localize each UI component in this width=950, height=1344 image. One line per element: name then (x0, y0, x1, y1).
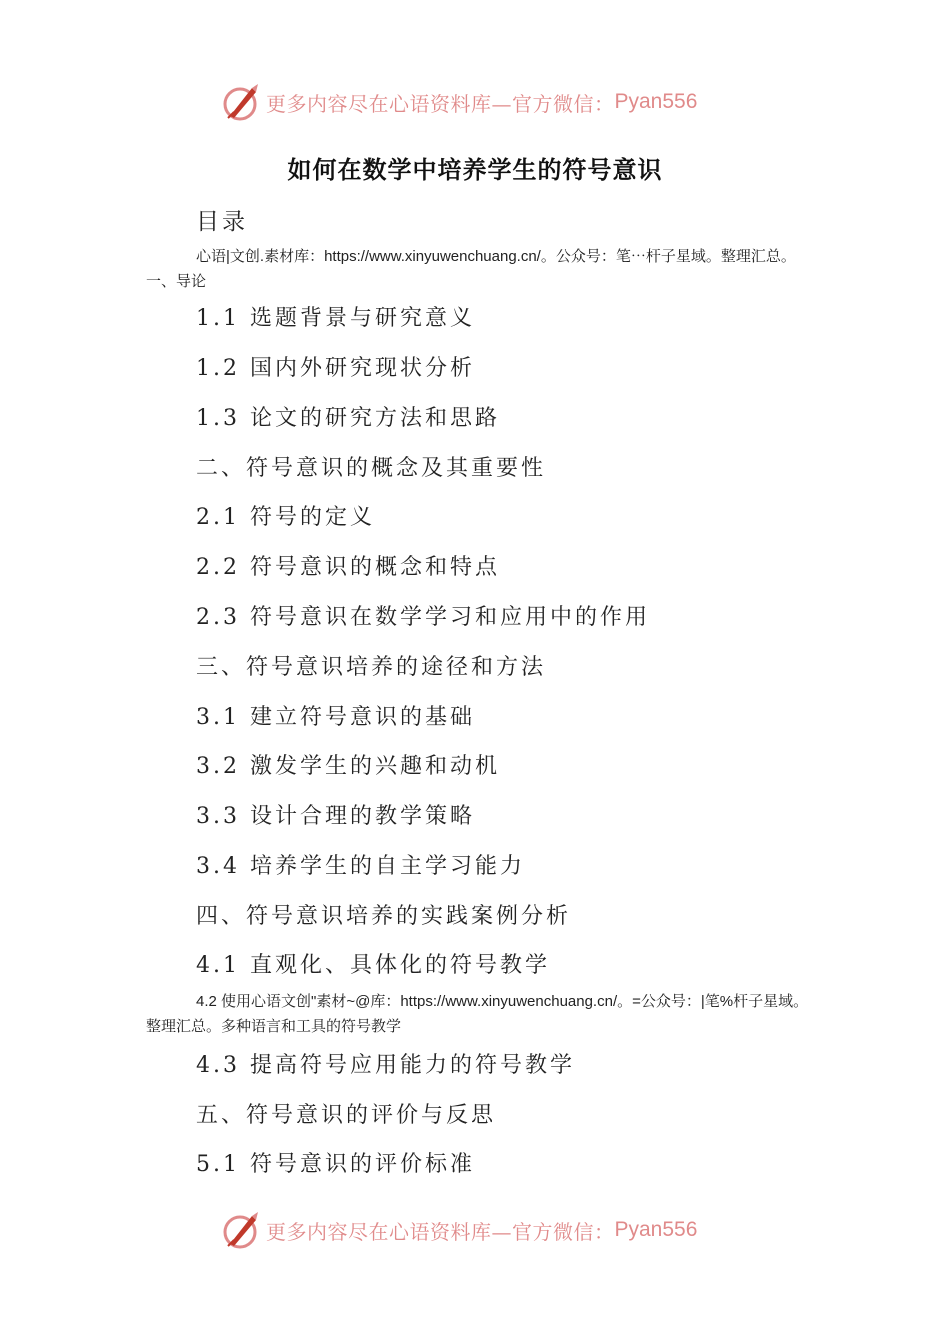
source-note-2: 4.2 使用心语文创"素材~@库：https://www.xinyuwenchuang.cn/。=公众号：|笔%杆子星域。整理汇总。多种语言和工具的符号教学 (146, 993, 809, 1035)
toc-item: 4.1 直观化、具体化的符号教学 (196, 953, 550, 978)
toc-item: 3.3 设计合理的教学策略 (196, 804, 475, 829)
quill-pen-logo-icon (222, 82, 262, 122)
toc-item: 1.2 国内外研究现状分析 (196, 356, 475, 381)
banner-text: 更多内容尽在心语资料库—官方微信： (266, 91, 615, 116)
toc-item: 四、符号意识培养的实践案例分析 (196, 904, 572, 929)
toc-item: 3.4 培养学生的自主学习能力 (196, 854, 525, 879)
source-note-1: 心语|文创.素材库：https://www.xinyuwenchuang.cn/。公众号：笔⋯杆子星域。整理汇总。一、导论 (146, 248, 796, 290)
toc-item: 3.2 激发学生的兴趣和动机 (196, 754, 500, 779)
header-banner (222, 80, 697, 124)
banner-text: 更多内容尽在心语资料库—官方微信： (266, 1219, 615, 1244)
toc-item: 1.3 论文的研究方法和思路 (196, 406, 500, 431)
toc-item: 3.1 建立符号意识的基础 (196, 705, 475, 730)
toc-item: 二、符号意识的概念及其重要性 (196, 456, 547, 481)
footer-banner (222, 1208, 697, 1252)
toc-item: 2.1 符号的定义 (196, 505, 375, 530)
toc-item: 2.3 符号意识在数学学习和应用中的作用 (196, 605, 650, 630)
toc-item: 2.2 符号意识的概念和特点 (196, 555, 500, 580)
banner-wechat-id: Pyan556 (614, 90, 698, 113)
toc-item: 1.1 选题背景与研究意义 (196, 306, 475, 331)
toc-item: 五、符号意识的评价与反思 (196, 1103, 497, 1128)
quill-pen-logo-icon (222, 1210, 262, 1250)
document-title: 如何在数学中培养学生的符号意识 (287, 155, 663, 184)
toc-heading: 目录 (196, 209, 248, 235)
toc-item: 4.3 提高符号应用能力的符号教学 (196, 1053, 575, 1078)
banner-wechat-id: Pyan556 (614, 1218, 698, 1241)
toc-item: 三、符号意识培养的途径和方法 (196, 655, 547, 680)
toc-item: 5.1 符号意识的评价标准 (196, 1152, 475, 1177)
